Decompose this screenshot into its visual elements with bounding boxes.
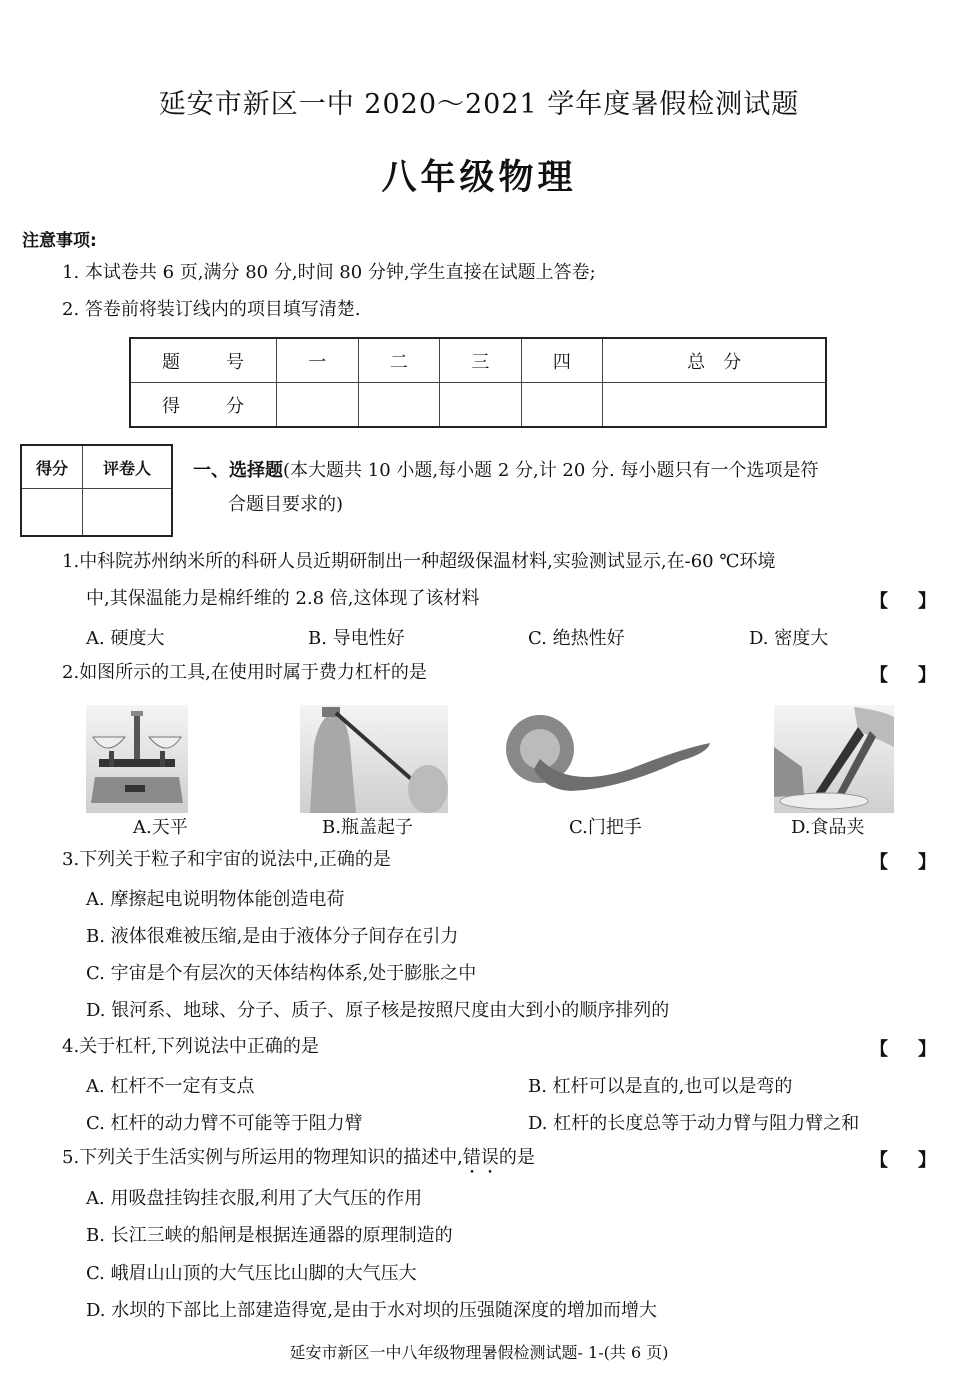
question-1-number: 1. bbox=[62, 551, 80, 572]
grader-score-cell[interactable] bbox=[21, 489, 83, 537]
question-5 bbox=[62, 1146, 535, 1178]
balance-scale-image bbox=[86, 705, 188, 813]
question-2-stem: 如图所示的工具,在使用时属于费力杠杆的是 bbox=[79, 662, 427, 683]
score-table-col-1: 一 bbox=[277, 338, 359, 383]
question-3-option-a: A. 摩擦起电说明物体能创造电荷 bbox=[86, 889, 345, 910]
door-handle-image bbox=[500, 705, 720, 813]
question-4-option-a: A. 杠杆不一定有支点 bbox=[86, 1076, 255, 1097]
score-cell-4[interactable] bbox=[521, 383, 603, 428]
question-4 bbox=[62, 1035, 319, 1059]
food-tongs-icon bbox=[774, 707, 894, 811]
section-1-description-cont: 合题目要求的) bbox=[228, 494, 344, 515]
question-2-number: 2. bbox=[62, 662, 80, 683]
bracket-open: 【 bbox=[870, 665, 888, 686]
question-4-answer-bracket[interactable] bbox=[870, 1035, 936, 1061]
notes-heading: 注意事项: bbox=[22, 231, 97, 251]
question-4-option-c: C. 杠杆的动力臂不可能等于阻力臂 bbox=[86, 1113, 363, 1134]
question-1-option-d: D. 密度大 bbox=[749, 628, 829, 649]
question-1-option-a: A. 硬度大 bbox=[86, 628, 165, 649]
question-5-option-c: C. 峨眉山山顶的大气压比山脚的大气压大 bbox=[86, 1263, 417, 1284]
question-1-answer-bracket[interactable] bbox=[870, 587, 936, 613]
question-1-option-c: C. 绝热性好 bbox=[528, 628, 625, 649]
bracket-close: 】 bbox=[918, 1039, 936, 1060]
score-table-header-row bbox=[130, 338, 826, 383]
question-3-number: 3. bbox=[62, 849, 80, 870]
balance-scale-icon bbox=[87, 707, 187, 811]
bracket-close: 】 bbox=[918, 1150, 936, 1171]
question-5-number: 5. bbox=[62, 1147, 80, 1168]
score-table bbox=[129, 337, 827, 428]
bracket-close: 】 bbox=[918, 852, 936, 873]
score-table-col-3: 三 bbox=[440, 338, 522, 383]
score-cell-2[interactable] bbox=[358, 383, 440, 428]
question-4-option-d: D. 杠杆的长度总等于动力臂与阻力臂之和 bbox=[528, 1113, 860, 1134]
bracket-open: 【 bbox=[870, 852, 888, 873]
question-4-stem: 关于杠杆,下列说法中正确的是 bbox=[79, 1036, 319, 1057]
grader-score-label: 得分 bbox=[21, 445, 83, 489]
section-1-description: (本大题共 10 小题,每小题 2 分,计 20 分. 每小题只有一个选项是符 bbox=[283, 460, 819, 481]
score-cell-total[interactable] bbox=[603, 383, 826, 428]
section-1-heading: 一、选择题 bbox=[193, 460, 283, 481]
question-3-answer-bracket[interactable] bbox=[870, 848, 936, 874]
score-cell-3[interactable] bbox=[440, 383, 522, 428]
question-1-option-b: B. 导电性好 bbox=[308, 628, 405, 649]
score-table-col-2: 二 bbox=[358, 338, 440, 383]
question-3-option-d: D. 银河系、地球、分子、质子、原子核是按照尺度由大到小的顺序排列的 bbox=[86, 1000, 670, 1021]
score-table-col-total: 总 分 bbox=[603, 338, 826, 383]
food-tongs-image bbox=[774, 705, 894, 813]
question-3 bbox=[62, 848, 391, 872]
score-table-label-score: 得 分 bbox=[130, 383, 277, 428]
door-handle-icon bbox=[500, 709, 720, 809]
image-caption-d: D.食品夹 bbox=[791, 817, 865, 838]
bracket-close: 】 bbox=[918, 591, 936, 612]
bracket-close: 】 bbox=[918, 665, 936, 686]
grader-name-label: 评卷人 bbox=[83, 445, 172, 489]
image-caption-b: B.瓶盖起子 bbox=[322, 817, 413, 838]
score-table-label-question-number: 题 号 bbox=[130, 338, 277, 383]
question-1 bbox=[62, 550, 775, 574]
question-1-stem-cont: 中,其保温能力是棉纤维的 2.8 倍,这体现了该材料 bbox=[86, 588, 480, 609]
question-2-answer-bracket[interactable] bbox=[870, 661, 936, 687]
note-item-1: 1. 本试卷共 6 页,满分 80 分,时间 80 分钟,学生直接在试题上答卷; bbox=[62, 262, 596, 283]
grader-table bbox=[20, 444, 173, 537]
question-5-answer-bracket[interactable] bbox=[870, 1146, 936, 1172]
score-table-score-row bbox=[130, 383, 826, 428]
image-caption-a: A.天平 bbox=[133, 817, 188, 838]
question-5-stem-end: 的是 bbox=[498, 1147, 535, 1168]
bottle-opener-icon bbox=[300, 705, 448, 813]
bottle-opener-image bbox=[300, 705, 448, 813]
section-1-title bbox=[193, 456, 819, 482]
question-3-option-c: C. 宇宙是个有层次的天体结构体系,处于膨胀之中 bbox=[86, 963, 477, 984]
question-5-option-d: D. 水坝的下部比上部建造得宽,是由于水对坝的压强随深度的增加而增大 bbox=[86, 1300, 657, 1321]
question-3-option-b: B. 液体很难被压缩,是由于液体分子间存在引力 bbox=[86, 926, 459, 947]
score-cell-1[interactable] bbox=[277, 383, 359, 428]
question-3-stem: 下列关于粒子和宇宙的说法中,正确的是 bbox=[79, 849, 391, 870]
question-1-stem: 中科院苏州纳米所的科研人员近期研制出一种超级保温材料,实验测试显示,在-60 ℃环境 bbox=[79, 551, 776, 572]
question-4-number: 4. bbox=[62, 1036, 80, 1057]
exam-subject-title: 八年级物理 bbox=[381, 158, 577, 198]
bracket-open: 【 bbox=[870, 1150, 888, 1171]
note-item-2: 2. 答卷前将装订线内的项目填写清楚. bbox=[62, 299, 361, 320]
question-5-option-b: B. 长江三峡的船闸是根据连通器的原理制造的 bbox=[86, 1225, 453, 1246]
question-2 bbox=[62, 661, 427, 685]
question-4-option-b: B. 杠杆可以是直的,也可以是弯的 bbox=[528, 1076, 793, 1097]
grader-name-cell[interactable] bbox=[83, 489, 172, 537]
question-5-stem: 下列关于生活实例与所运用的物理知识的描述中, bbox=[79, 1147, 463, 1168]
bracket-open: 【 bbox=[870, 1039, 888, 1060]
question-5-option-a: A. 用吸盘挂钩挂衣服,利用了大气压的作用 bbox=[86, 1188, 423, 1209]
score-table-col-4: 四 bbox=[521, 338, 603, 383]
page-footer: 延安市新区一中八年级物理暑假检测试题- 1-(共 6 页) bbox=[289, 1343, 669, 1362]
question-5-emphasis: 错误 bbox=[462, 1147, 499, 1168]
image-caption-c: C.门把手 bbox=[569, 817, 642, 838]
exam-title: 延安市新区一中 2020～2021 学年度暑假检测试题 bbox=[158, 89, 800, 120]
bracket-open: 【 bbox=[870, 591, 888, 612]
